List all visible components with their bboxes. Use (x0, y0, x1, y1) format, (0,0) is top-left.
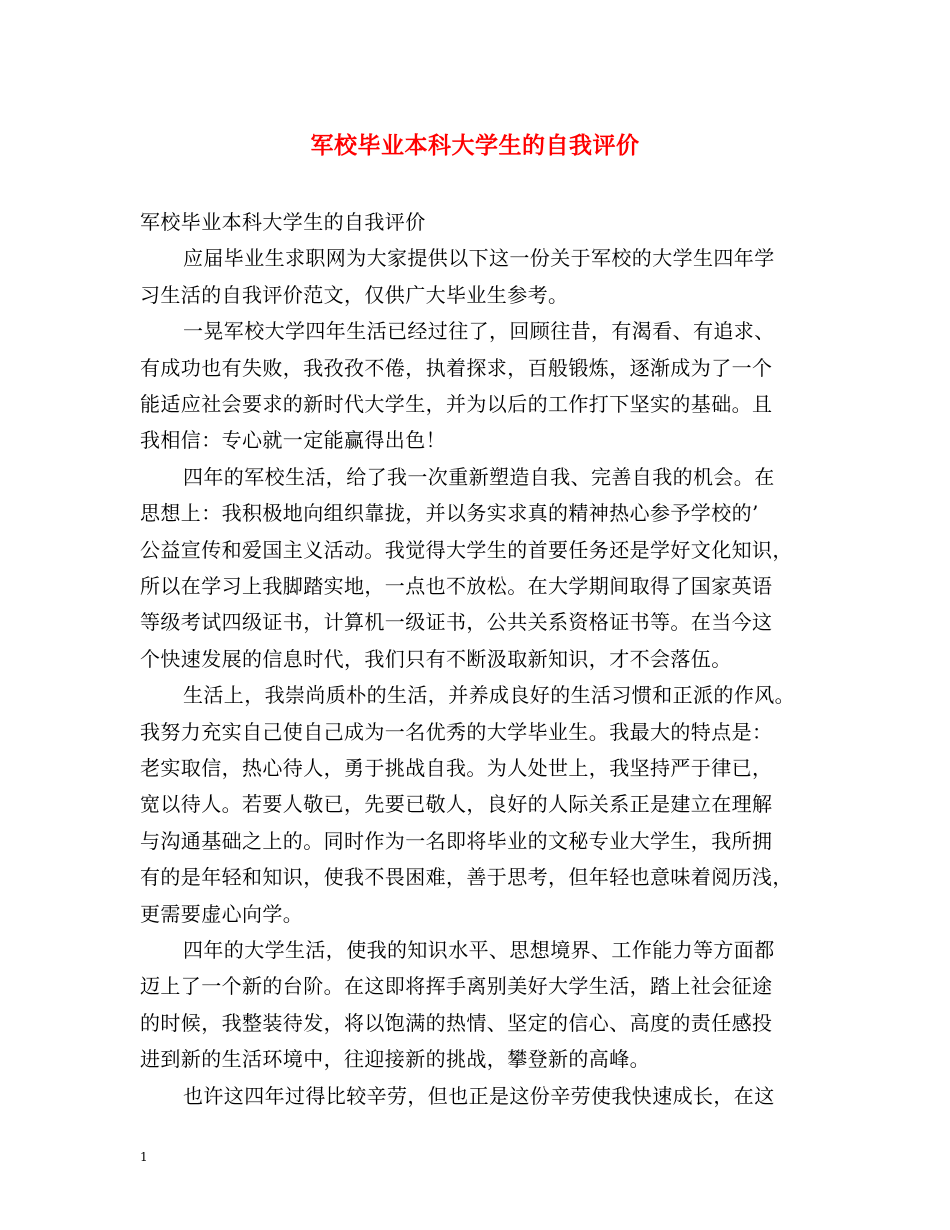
body-text-line: 的时候，我整装待发，将以饱满的热情、坚定的信心、高度的责任感投 (140, 1010, 773, 1035)
body-text-line: 四年的大学生活，使我的知识水平、思想境界、工作能力等方面都 (183, 938, 775, 962)
body-text-line: 公益宣传和爱国主义活动。我觉得大学生的首要任务还是学好文化知识， (140, 537, 793, 562)
body-text-line: 能适应社会要求的新时代大学生，并为以后的工作打下坚实的基础。且 (140, 392, 773, 416)
body-text-line: 习生活的自我评价范文，仅供广大毕业生参考。 (140, 282, 569, 307)
body-text-line: 军校毕业本科大学生的自我评价 (140, 210, 426, 234)
body-text-line: 我相信：专心就一定能赢得出色！ (140, 428, 446, 453)
body-text-line: 更需要虚心向学。 (140, 901, 304, 926)
page-number: 1 (140, 1150, 148, 1164)
body-text-line: 思想上：我积极地向组织靠拢，并以务实求真的精神热心参予学校的’ (140, 501, 759, 526)
document-title: 军校毕业本科大学生的自我评价 (310, 132, 640, 159)
body-text-line: 应届毕业生求职网为大家提供以下这一份关于军校的大学生四年学 (183, 246, 775, 271)
body-text-line: 与沟通基础之上的。同时作为一名即将毕业的文秘专业大学生，我所拥 (140, 828, 773, 853)
body-text-line: 所以在学习上我脚踏实地，一点也不放松。在大学期间取得了国家英语 (140, 574, 773, 598)
body-text-line: 有的是年轻和知识，使我不畏困难，善于思考，但年轻也意味着阅历浅， (140, 865, 793, 890)
body-text-line: 宽以待人。若要人敬已，先要已敬人，良好的人际关系正是建立在理解 (140, 792, 773, 817)
body-text-line: 等级考试四级证书，计算机一级证书，公共关系资格证书等。在当今这 (140, 610, 773, 635)
body-text-line: 个快速发展的信息时代，我们只有不断汲取新知识，才不会落伍。 (140, 646, 732, 671)
body-text-line: 老实取信，热心待人，勇于挑战自我。为人处世上，我坚持严于律已， (140, 756, 773, 780)
body-text-line: 我努力充实自己使自己成为一名优秀的大学毕业生。我最大的特点是： (140, 719, 773, 744)
body-text-line: 有成功也有失败，我孜孜不倦，执着探求，百般锻炼，逐渐成为了一个 (140, 355, 773, 380)
body-text-line: 迈上了一个新的台阶。在这即将挥手离别美好大学生活，踏上社会征途 (140, 974, 773, 999)
body-text-line: 也许这四年过得比较辛劳，但也正是这份辛劳使我快速成长，在这 (183, 1083, 775, 1108)
body-text-line: 一晃军校大学四年生活已经过往了，回顾往昔，有渴看、有追求、 (183, 319, 775, 344)
body-text-line: 四年的军校生活，给了我一次重新塑造自我、完善自我的机会。在 (183, 464, 775, 489)
body-text-line: 进到新的生活环境中，往迎接新的挑战，攀登新的高峰。 (140, 1047, 650, 1072)
body-text-line: 生活上，我崇尚质朴的生活，并养成良好的生活习惯和正派的作风。 (183, 683, 795, 708)
